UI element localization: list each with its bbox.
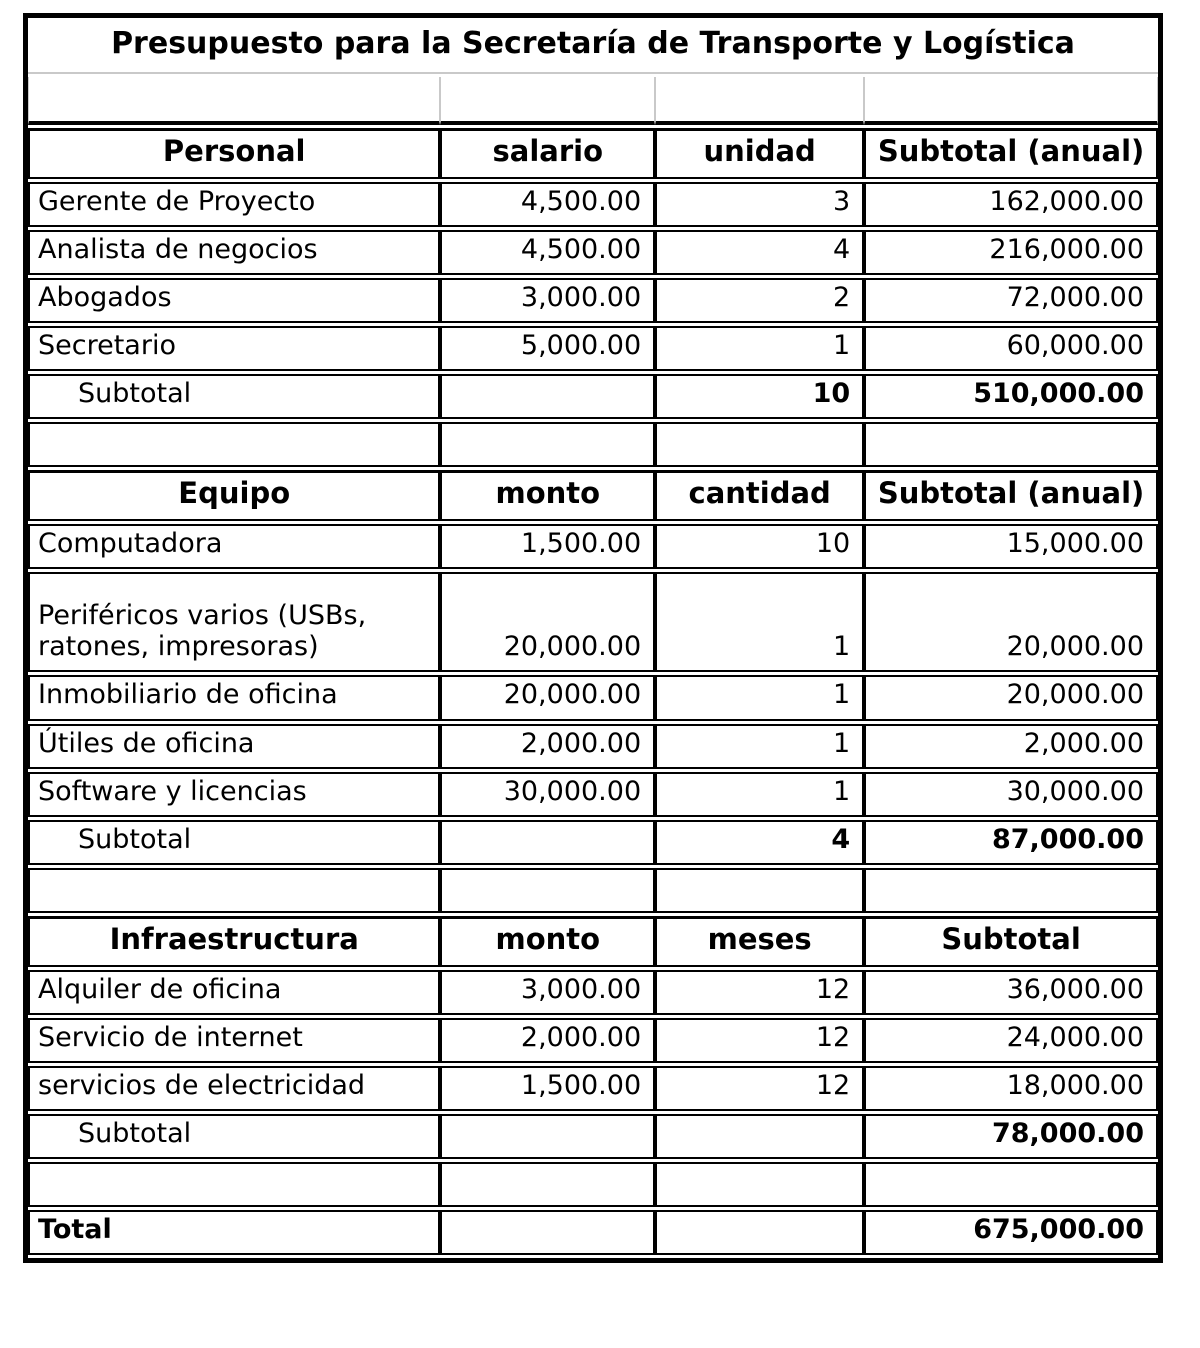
row-value: 60,000.00 bbox=[864, 326, 1158, 371]
row-value: 20,000.00 bbox=[440, 572, 655, 672]
data-row bbox=[28, 326, 1158, 371]
row-label: Secretario bbox=[28, 326, 440, 371]
row-value: 4,500.00 bbox=[440, 182, 655, 227]
row-value: 10 bbox=[655, 374, 864, 419]
section-header-row bbox=[28, 916, 1158, 967]
data-row bbox=[28, 1018, 1158, 1063]
row-value: 20,000.00 bbox=[440, 675, 655, 720]
row-value: 2,000.00 bbox=[440, 724, 655, 769]
row-value: 78,000.00 bbox=[864, 1114, 1158, 1159]
section-header-row bbox=[28, 470, 1158, 521]
row-value bbox=[440, 1114, 655, 1159]
row-label: Software y licencias bbox=[28, 772, 440, 817]
data-row bbox=[28, 278, 1158, 323]
row-value: unidad bbox=[655, 128, 864, 179]
data-row bbox=[28, 572, 1158, 672]
row-value: 2,000.00 bbox=[864, 724, 1158, 769]
row-label: Gerente de Proyecto bbox=[28, 182, 440, 227]
row-value bbox=[440, 868, 655, 913]
row-label: Total bbox=[28, 1210, 440, 1255]
row-value bbox=[864, 868, 1158, 913]
subtotal-row bbox=[28, 820, 1158, 865]
row-value: monto bbox=[440, 470, 655, 521]
row-value: 2 bbox=[655, 278, 864, 323]
row-value: 4,500.00 bbox=[440, 230, 655, 275]
row-label bbox=[28, 77, 440, 125]
subtotal-row bbox=[28, 1114, 1158, 1159]
row-value: 12 bbox=[655, 1066, 864, 1111]
row-value: 1 bbox=[655, 572, 864, 672]
row-value bbox=[655, 868, 864, 913]
row-value: 3,000.00 bbox=[440, 278, 655, 323]
row-label: Subtotal bbox=[28, 1114, 440, 1159]
row-value: 87,000.00 bbox=[864, 820, 1158, 865]
row-value: 20,000.00 bbox=[864, 572, 1158, 672]
row-value: 3 bbox=[655, 182, 864, 227]
row-value bbox=[440, 1210, 655, 1255]
total-row bbox=[28, 1210, 1158, 1255]
row-value: Subtotal (anual) bbox=[864, 470, 1158, 521]
row-value: 1 bbox=[655, 772, 864, 817]
data-row bbox=[28, 772, 1158, 817]
row-label: Subtotal bbox=[28, 374, 440, 419]
data-row bbox=[28, 230, 1158, 275]
data-row bbox=[28, 724, 1158, 769]
row-value: 3,000.00 bbox=[440, 970, 655, 1015]
row-value: Subtotal bbox=[864, 916, 1158, 967]
row-value bbox=[655, 422, 864, 467]
row-value bbox=[864, 1162, 1158, 1207]
subtotal-row bbox=[28, 374, 1158, 419]
data-row bbox=[28, 1066, 1158, 1111]
row-value: salario bbox=[440, 128, 655, 179]
budget-table bbox=[23, 13, 1163, 1263]
row-value: 510,000.00 bbox=[864, 374, 1158, 419]
row-value bbox=[440, 820, 655, 865]
row-value bbox=[864, 77, 1158, 125]
row-value: 1 bbox=[655, 724, 864, 769]
row-value bbox=[655, 1114, 864, 1159]
row-value: 1,500.00 bbox=[440, 1066, 655, 1111]
data-row bbox=[28, 970, 1158, 1015]
row-value bbox=[440, 374, 655, 419]
row-label: Periféricos varios (USBs, ratones, impresoras) bbox=[28, 572, 440, 672]
row-value bbox=[440, 1162, 655, 1207]
spacer-row bbox=[28, 1162, 1158, 1207]
row-value: cantidad bbox=[655, 470, 864, 521]
row-value: 30,000.00 bbox=[864, 772, 1158, 817]
row-value: 4 bbox=[655, 820, 864, 865]
row-value: 1 bbox=[655, 675, 864, 720]
row-label: servicios de electricidad bbox=[28, 1066, 440, 1111]
row-value: 5,000.00 bbox=[440, 326, 655, 371]
row-value: 4 bbox=[655, 230, 864, 275]
row-label: Inmobiliario de oficina bbox=[28, 675, 440, 720]
row-label bbox=[28, 1162, 440, 1207]
row-value: 10 bbox=[655, 524, 864, 569]
row-value: 216,000.00 bbox=[864, 230, 1158, 275]
row-value bbox=[655, 1210, 864, 1255]
row-value: 675,000.00 bbox=[864, 1210, 1158, 1255]
row-value: monto bbox=[440, 916, 655, 967]
spacer-row bbox=[28, 422, 1158, 467]
row-value: 24,000.00 bbox=[864, 1018, 1158, 1063]
budget-table-body bbox=[28, 21, 1158, 1255]
row-value: 20,000.00 bbox=[864, 675, 1158, 720]
spacer-light-row bbox=[28, 77, 1158, 125]
row-label: Servicio de internet bbox=[28, 1018, 440, 1063]
row-value: 36,000.00 bbox=[864, 970, 1158, 1015]
row-value: 30,000.00 bbox=[440, 772, 655, 817]
data-row bbox=[28, 524, 1158, 569]
row-value: 12 bbox=[655, 1018, 864, 1063]
row-value: 72,000.00 bbox=[864, 278, 1158, 323]
section-header-row bbox=[28, 128, 1158, 179]
row-label: Analista de negocios bbox=[28, 230, 440, 275]
row-label: Subtotal bbox=[28, 820, 440, 865]
row-label: Infraestructura bbox=[28, 916, 440, 967]
row-label: Computadora bbox=[28, 524, 440, 569]
row-value: meses bbox=[655, 916, 864, 967]
row-value: 15,000.00 bbox=[864, 524, 1158, 569]
row-value: 1,500.00 bbox=[440, 524, 655, 569]
title-row bbox=[28, 21, 1158, 74]
row-value: Subtotal (anual) bbox=[864, 128, 1158, 179]
row-value bbox=[440, 77, 655, 125]
row-label: Equipo bbox=[28, 470, 440, 521]
data-row bbox=[28, 182, 1158, 227]
spacer-row bbox=[28, 868, 1158, 913]
row-value: 162,000.00 bbox=[864, 182, 1158, 227]
row-label: Alquiler de oficina bbox=[28, 970, 440, 1015]
row-label: Útiles de oficina bbox=[28, 724, 440, 769]
row-value bbox=[440, 422, 655, 467]
row-value: 2,000.00 bbox=[440, 1018, 655, 1063]
row-label: Abogados bbox=[28, 278, 440, 323]
table-title: Presupuesto para la Secretaría de Transporte y Logística bbox=[28, 21, 1158, 74]
data-row bbox=[28, 675, 1158, 720]
row-value bbox=[864, 422, 1158, 467]
row-value: 18,000.00 bbox=[864, 1066, 1158, 1111]
row-label bbox=[28, 868, 440, 913]
row-value: 12 bbox=[655, 970, 864, 1015]
row-label bbox=[28, 422, 440, 467]
row-value: 1 bbox=[655, 326, 864, 371]
row-value bbox=[655, 1162, 864, 1207]
row-value bbox=[655, 77, 864, 125]
row-label: Personal bbox=[28, 128, 440, 179]
